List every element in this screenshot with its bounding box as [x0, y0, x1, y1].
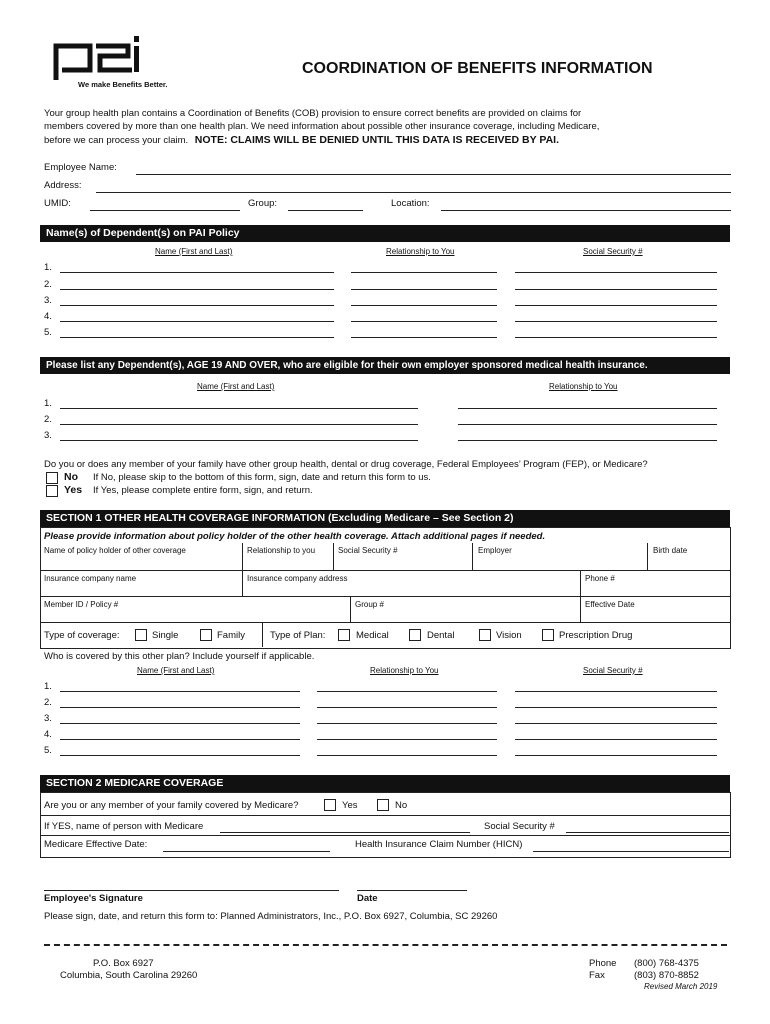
footer-address-line-1: P.O. Box 6927	[93, 958, 154, 969]
dependent-name-field[interactable]	[60, 305, 334, 306]
employer-label: Employer	[478, 546, 512, 555]
hicn-field[interactable]	[533, 851, 729, 852]
covered-name-field[interactable]	[60, 691, 300, 692]
umid-label: UMID:	[44, 198, 71, 209]
yes-checkbox[interactable]	[46, 485, 58, 497]
member-id-label: Member ID / Policy #	[44, 600, 119, 609]
covered-row-number: 4.	[44, 729, 52, 740]
dependent-relationship-field[interactable]	[351, 321, 497, 322]
effective-date-label: Effective Date	[585, 600, 635, 609]
covered-name-field[interactable]	[60, 707, 300, 708]
dependent-row-number: 1.	[44, 262, 52, 273]
location-label: Location:	[391, 198, 430, 209]
medicare-person-field[interactable]	[220, 832, 470, 833]
single-label: Single	[152, 630, 179, 641]
date-field[interactable]	[357, 890, 467, 891]
coverage-type-label: Type of coverage:	[44, 630, 120, 641]
single-checkbox[interactable]	[135, 629, 147, 641]
covered-col-name: Name (First and Last)	[137, 666, 215, 675]
age19-name-field[interactable]	[60, 408, 418, 409]
family-checkbox[interactable]	[200, 629, 212, 641]
no-checkbox[interactable]	[46, 472, 58, 484]
intro-line-3	[44, 134, 559, 146]
dependent-ssn-field[interactable]	[515, 289, 717, 290]
dependents-col-ssn: Social Security #	[583, 247, 643, 256]
logo-tagline: We make Benefits Better.	[78, 80, 168, 89]
covered-question: Who is covered by this other plan? Include yourself if applicable.	[44, 651, 315, 662]
prescription-drug-label: Prescription Drug	[559, 630, 633, 641]
dependent-ssn-field[interactable]	[515, 321, 717, 322]
dependents-col-name: Name (First and Last)	[155, 247, 233, 256]
dependent-row-number: 3.	[44, 295, 52, 306]
covered-ssn-field[interactable]	[515, 755, 717, 756]
medicare-ssn-label: Social Security #	[484, 821, 555, 832]
dependent-relationship-field[interactable]	[351, 289, 497, 290]
medicare-yes-checkbox[interactable]	[324, 799, 336, 811]
age19-col-relationship: Relationship to You	[549, 382, 618, 391]
dependent-name-field[interactable]	[60, 337, 334, 338]
medicare-no-label: No	[395, 800, 408, 811]
age19-row-number: 2.	[44, 414, 52, 425]
medicare-yes-label: Yes	[342, 800, 358, 811]
intro-line-2: members covered by more than one health plan. We need information about possible other insurance coverage, including Medicare,	[44, 121, 600, 132]
location-field[interactable]	[441, 210, 731, 211]
footer-divider	[44, 944, 727, 946]
age19-relationship-field[interactable]	[458, 424, 717, 425]
footer-phone: (800) 768-4375	[634, 958, 699, 969]
dental-checkbox[interactable]	[409, 629, 421, 641]
ssn-label: Social Security #	[338, 546, 398, 555]
section1-instruction: Please provide information about policy holder of the other health coverage. Attach additional pages if needed.	[44, 531, 546, 542]
no-instruction: If No, please skip to the bottom of this form, sign, date and return this form to us.	[93, 472, 431, 483]
covered-ssn-field[interactable]	[515, 707, 717, 708]
age19-relationship-field[interactable]	[458, 440, 717, 441]
medicare-person-label: If YES, name of person with Medicare	[44, 821, 204, 832]
hicn-label: Health Insurance Claim Number (HICN)	[355, 839, 523, 850]
medical-checkbox[interactable]	[338, 629, 350, 641]
age19-name-field[interactable]	[60, 440, 418, 441]
medicare-question: Are you or any member of your family covered by Medicare?	[44, 800, 299, 811]
covered-name-field[interactable]	[60, 723, 300, 724]
covered-relationship-field[interactable]	[317, 755, 497, 756]
covered-ssn-field[interactable]	[515, 723, 717, 724]
dependent-relationship-field[interactable]	[351, 337, 497, 338]
covered-ssn-field[interactable]	[515, 739, 717, 740]
age19-header: Please list any Dependent(s), AGE 19 AND OVER, who are eligible for their own employer sponsored medical health insurance.	[40, 357, 730, 374]
pai-logo	[50, 30, 168, 90]
age19-col-name: Name (First and Last)	[197, 382, 275, 391]
group-field[interactable]	[288, 210, 363, 211]
employee-name-field[interactable]	[136, 174, 731, 175]
intro-line-3-text: before we can process your claim.	[44, 135, 189, 146]
section1-header: SECTION 1 OTHER HEALTH COVERAGE INFORMATION (Excluding Medicare – See Section 2)	[40, 510, 730, 527]
umid-field[interactable]	[90, 210, 240, 211]
signature-field[interactable]	[44, 890, 339, 891]
relationship-label: Relationship to you	[247, 546, 316, 555]
intro-note: NOTE: CLAIMS WILL BE DENIED UNTIL THIS DATA IS RECEIVED BY PAI.	[194, 134, 560, 146]
date-label: Date	[357, 893, 378, 904]
intro-line-1: Your group health plan contains a Coordination of Benefits (COB) provision to ensure correct benefits are provided on claims for	[44, 108, 582, 119]
dependents-col-relationship: Relationship to You	[386, 247, 455, 256]
dependent-name-field[interactable]	[60, 289, 334, 290]
return-instruction: Please sign, date, and return this form to: Planned Administrators, Inc., P.O. Box 6927, Columbia, SC 29260	[44, 911, 498, 922]
covered-col-relationship: Relationship to You	[370, 666, 439, 675]
plan-type-label: Type of Plan:	[270, 630, 326, 641]
age19-row-number: 3.	[44, 430, 52, 441]
dependent-relationship-field[interactable]	[351, 305, 497, 306]
yes-label: Yes	[64, 484, 83, 496]
covered-relationship-field[interactable]	[317, 691, 497, 692]
section2-header: SECTION 2 MEDICARE COVERAGE	[40, 775, 730, 792]
covered-relationship-field[interactable]	[317, 707, 497, 708]
yes-instruction: If Yes, please complete entire form, sign, and return.	[93, 485, 313, 496]
dependent-ssn-field[interactable]	[515, 272, 717, 273]
dependent-ssn-field[interactable]	[515, 305, 717, 306]
page-title: COORDINATION OF BENEFITS INFORMATION	[302, 60, 653, 77]
dependent-name-field[interactable]	[60, 272, 334, 273]
group-label: Group:	[248, 198, 278, 209]
covered-row-number: 1.	[44, 681, 52, 692]
employee-name-label: Employee Name:	[44, 162, 117, 173]
age19-relationship-field[interactable]	[458, 408, 717, 409]
footer-fax: (803) 870-8852	[634, 970, 699, 981]
footer-fax-label: Fax	[589, 970, 605, 981]
footer-phone-label: Phone	[589, 958, 617, 969]
phone-label: Phone #	[585, 574, 615, 583]
revised-date: Revised March 2019	[644, 982, 718, 991]
coverage-question: Do you or does any member of your family have other group health, dental or drug coverage, Federal Employees’ Program (FEP), or Medicare?	[44, 459, 648, 470]
age19-row-number: 1.	[44, 398, 52, 409]
dependent-name-field[interactable]	[60, 321, 334, 322]
birth-date-label: Birth date	[653, 546, 688, 555]
family-label: Family	[217, 630, 245, 641]
policy-holder-label: Name of policy holder of other coverage	[44, 546, 186, 555]
dependent-ssn-field[interactable]	[515, 337, 717, 338]
covered-col-ssn: Social Security #	[583, 666, 643, 675]
address-field[interactable]	[96, 192, 731, 193]
covered-relationship-field[interactable]	[317, 739, 497, 740]
covered-row-number: 5.	[44, 745, 52, 756]
prescription-drug-checkbox[interactable]	[542, 629, 554, 641]
no-label: No	[64, 471, 78, 483]
group-number-label: Group #	[355, 600, 384, 609]
medical-label: Medical	[356, 630, 389, 641]
medicare-ssn-field[interactable]	[566, 832, 729, 833]
covered-ssn-field[interactable]	[515, 691, 717, 692]
medicare-no-checkbox[interactable]	[377, 799, 389, 811]
insurance-address-label: Insurance company address	[247, 574, 348, 583]
dependent-row-number: 2.	[44, 279, 52, 290]
covered-relationship-field[interactable]	[317, 723, 497, 724]
signature-label: Employee's Signature	[44, 893, 143, 904]
dependent-row-number: 5.	[44, 327, 52, 338]
dental-label: Dental	[427, 630, 455, 641]
covered-row-number: 3.	[44, 713, 52, 724]
dependent-relationship-field[interactable]	[351, 272, 497, 273]
insurance-company-label: Insurance company name	[44, 574, 137, 583]
address-label: Address:	[44, 180, 82, 191]
covered-row-number: 2.	[44, 697, 52, 708]
medicare-effective-label: Medicare Effective Date:	[44, 839, 148, 850]
covered-name-field[interactable]	[60, 755, 300, 756]
footer-address-line-2: Columbia, South Carolina 29260	[60, 970, 198, 981]
covered-name-field[interactable]	[60, 739, 300, 740]
dependent-row-number: 4.	[44, 311, 52, 322]
medicare-effective-field[interactable]	[163, 851, 330, 852]
dependents-header: Name(s) of Dependent(s) on PAI Policy	[40, 225, 730, 242]
vision-label: Vision	[496, 630, 522, 641]
age19-name-field[interactable]	[60, 424, 418, 425]
vision-checkbox[interactable]	[479, 629, 491, 641]
